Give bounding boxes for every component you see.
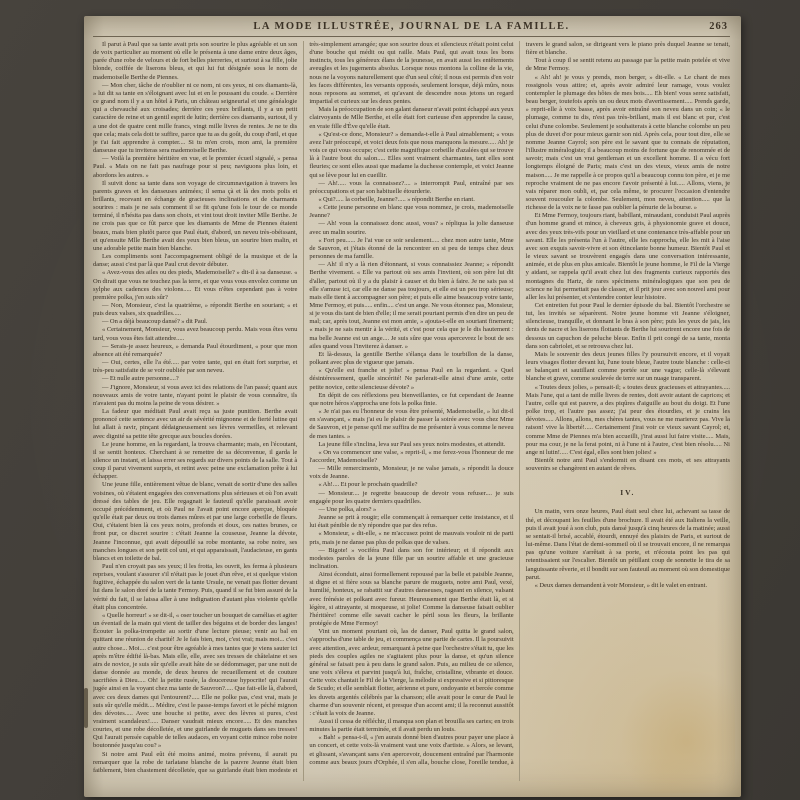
paragraph: Bientôt notre ami Paul s'endormit en disant ces mots, et ses attrayants souvenirs se changèrent en autant de rêves. [525,456,730,473]
paragraph: — Oui, certes, elle l'a été..... par votre tante, qui en était fort surprise, et très-peu satisfaite de se voir oubliée par son neveu. [93,359,298,375]
journal-title: LA MODE ILLUSTRÉE, JOURNAL DE LA FAMILLE. [253,21,570,32]
paragraph: — Mon cher, tâche de n'oublier ni ce nom, ni ces yeux, ni ces diamants-là, » lui dit sa tante en s'éloignant avec lui et en le poussant du coude. « Derrière ce grand nom il y a un hôtel à Paris, un château seigneurial et une généalogie qui a chevauché aux croisades; derrière ces yeux brillants, il y a un petit caractère de reine et un gentil esprit de lutin; derrière ces diamants, surtout, il y a une dot de quatre cent mille francs, vingt mille livres de rentes. Je ne te dis que cela; mais cela doit te suffire, parce que tu as du goût, du coup d'œil, et que je t'ai fait apprendre à compter.... Si tu m'en crois, mon ami, la première danseuse que tu inviteras sera mademoiselle Berthe. [93,81,298,155]
paragraph: Paul n'en croyait pas ses yeux; il les frotta, les ouvrit, les ferma à plusieurs reprises, voulant s'assurer s'il n'était pas le jouet d'un rêve, et si quelque vision fugitive, échappée du salon vert de la tante Ursule, ne venait pas flotter devant lui dans le salon doré de la tante Fermoy. Puis, quand il se fut bien assuré de la vérité du fait, il se laissa aller à une indignation d'autant plus violente qu'elle était plus concentrée. [93,563,298,611]
paragraph: « Fort peu...... Je l'ai vue ce soir seulement..... chez mon autre tante, Mme de Sauvron, et j'étais étonné de la rencontrer en si peu de temps chez deux personnes de ma famille. [309,236,514,261]
paragraph: Cet entretien fut pour Paul le dernier épisode du bal. Bientôt l'orchestre se tut, les invités se séparèrent. Notre jeune homme vit Jeanne s'éloigner, silencieuse, tranquille, et donnant le bras à son père; puis les yeux de jais, les dents de nacre et les liserons flottants de Berthe lui sourirent encore une fois de dessous un capuchon de peluche bleue. Enfin il prit congé de sa tante, monta dans son cabriolet, et se retrouva chez lui. [525,302,730,350]
article-body [93,41,730,781]
chapter-heading: IV. [620,488,636,498]
paragraph: — Bigote! » vociféra Paul dans son for intérieur; et il répondit aux modestes paroles de la jeune fille par un sourire affable et une gracieuse inclination. [309,546,514,570]
paragraph: « Qui?..... la corbeille, Jeanne?..... » répondit Berthe en riant. [318,195,475,203]
paragraph: — Ah! vous la connaissez donc aussi, vous? » répliqua la jolie danseuse avec un malin sourire. [309,220,514,236]
paragraph: Et Mme Fermoy, toujours riant, babillant, minaudant, conduisit Paul auprès d'un homme grand et mince, à cheveux gris, à physionomie grave et douce, avec des yeux très-vifs pour un vieillard et une contenance très-affable pour un savant. Elle les présenta l'un à l'autre, elle les rapprocha, elle les mit à l'aise avec son exquis savoir-vivre et son étincelante bonne humeur. Bientôt Paul et le vieux savant se trouvèrent engagés dans une conversation intéressante, animée, et de plus en plus amicale. Bientôt le jeune homme, le Fil de la Vierge y aidant, se rappela qu'il avait chez lui des fragments curieux rapportés des montagnes du Hartz, de rares spécimens minéralogiques que son peu de science ne lui permettait pas de classer, et il prit jour avec son nouvel ami pour aller les lui présenter, et s'entendre conter leur histoire. [525,212,730,301]
page-number: 263 [709,21,728,32]
paragraph: « On va commencer une valse, » reprit-il, « me ferez-vous l'honneur de me l'accorder, Mademoiselle? [309,448,514,464]
paragraph: Tout à coup il se sentit retenu au passage par la petite main potelée et vive de Mme Fermoy. [525,57,730,73]
paragraph: Le jeune homme, en la regardant, la trouva charmante; mais, en l'écoutant, il se sentit honteux. Cherchant à se remettre de sa déconvenue, il garda le silence un instant, et laissa errer ses regards sur divers points de la salle. Tout à coup il parut vivement surpris, et retint avec peine une exclamation prête à lui échapper. [93,440,298,481]
paragraph: La fadeur que méditait Paul avait reçu sa juste punition. Berthe avait prononcé cette sentence avec un air de sévérité mignonne et de fierté lutine qui lui allait à ravir, pinçant dédaigneusement ses lèvres vermeilles, et relevant avec dignité sa petite tête grecque aux boucles dorées. [93,408,298,440]
paragraph: Il suivit donc sa tante dans son voyage de circumnavigation à travers les parents graves et les danseuses animées; il sema çà et là des mots polis et brillants, recevant en échange de gracieuses inclinations et de charmants sourires : mais je ne sais comment il se fit qu'une fois le tour de ce monde terminé, il n'hésita pas dans son choix, et vint tout droit inviter Mlle Berthe. Je ne crois pas que ce fût parce que les diamants de Mme de Piennes étaient beaux, mais bien plutôt parce que Paul était, d'abord, un neveu très-obéissant, et qu'ensuite Mlle Berthe avait des yeux bien bleus, un sourire bien malin, et une adorable petite main bien blanche. [93,179,298,252]
paragraph: « Ah!.... Et pour le prochain quadrille? [318,481,418,489]
paragraph: En dépit de ces réflexions peu bienveillantes, ce fut cependant de Jeanne que notre héros s'approcha une fois la polka finie. [309,391,514,407]
paragraph: — Voilà la première héritière en vue, et le premier écueil signalé, » pensa Paul. « Mais on ne fait pas naufrage pour si peu; naviguons plus loin, et abordons les autres. » [93,155,298,179]
paragraph: Un matin, vers onze heures, Paul était seul chez lui, achevant sa tasse de thé, et découpant les feuilles d'une brochure. Il avait été aux Italiens la veille, puis il avait joué à son club, puis dansé jusqu'à cinq heures de la matinée; aussi se sentait-il brisé, accablé, étourdi, ennuyé des plaisirs de Paris, et surtout de lui-même. Dans l'état de demi-sommeil où il se trouvait encore, il ne remarqua pas qu'une voiture s'arrêtait à sa porte, et n'écouta point les pas qui retentissaient sur l'escalier. Bientôt un pétillant coup de sonnette le tira de sa languissante rêverie, et il bondit sur son fauteuil au moment où son domestique parut. [525,508,730,581]
paragraph: « Ah! ah! je vous y prends, mon berger, » dit-elle. « Le chant de mes rossignols vous attire; et, après avoir admiré leur ramage, vous voulez contempler le plumage des hôtes de mes bois..... Eh bien! vous serez satisfait, beau berger, toutefois après un ou deux mots d'avertissement..... Prends garde, » reprit-elle à voix basse, après avoir entraîné son neveu dans un coin; « le plumage, comme tu dis, n'est pas très-brillant, mais il est blanc et pur, c'est celui d'une colombe. Seulement je souhaiterais à cette blanche colombe un peu plus de duvet d'or pour mieux garnir son nid. Après cela, pour tout dire, elle se nomme Jeanne Cayrol; son père est le savant que tu connais de réputation, l'illustre minéralogiste; il a beaucoup moins de fortune que de renommée et de savoir; mais c'est un vrai gentleman et un excellent homme. Il a vécu fort longtemps éloigné de Paris; mais c'est un des vieux, vieux amis de notre maison..... Je me rappelle à ce propos qu'il a beaucoup connu ton père, et je me reproche vraiment de ne pas encore t'avoir présenté à lui..... Allons, viens, je vais réparer mon oubli, et, par cela même, te procurer l'occasion d'entendre souvent roucouler la colombe. Seulement, mon neveu, attention..... que la richesse de la voix ne te fasse pas oublier la pénurie de la bourse. » [525,73,730,212]
paragraph: — Et nulle autre personne....? [102,375,179,383]
paragraph: « Bah! » pensa-t-il, « j'en aurais donné bien d'autres pour payer une place à un concert, et cette voix-là vraiment vaut une voix d'artiste. » Alors, se levant, et glissant, s'avançant sans s'en apercevoir, doucement entraîné par l'harmonie comme aux beaux jours d'Orphée, il s'en alla, bouche close, l'oreille tendue, à travers le grand salon, se dirigeant vers le piano près duquel Jeanne se tenait, fière et blanche. [309,41,730,766]
paragraph: La jeune fille s'inclina, leva sur Paul ses yeux noirs modestes, et attendit. [318,440,506,448]
paragraph: « Qu'elle est franche et jolie! » pensa Paul en la regardant. « Quel désintéressement, quelle sincérité! Ne parlerait-elle ainsi d'une amie, cette petite novice, cette silencieuse dévote? » [309,367,514,391]
edge-mark [84,688,88,728]
paragraph: « Qu'est-ce donc, Monsieur? » demanda-t-elle à Paul aimablement; « vous avez l'air préoccupé, et voici deux fois que nous manquons la mesure..... Ah! je vois ce qui vous occupe; c'est cette magnifique corbeille d'azalées qui se trouve là à l'autre bout du salon..... Elles sont vraiment charmantes, tant elles sont fleuries; ce sont elles aussi que madame la duchesse contemple, et voici Jeanne qui se lève pour lui en cueillir. [309,130,514,179]
paragraph: — Ah! il n'y a là rien d'étonnant, si vous connaissiez Jeanne; » répondit Berthe vivement. « Elle va partout où ses amis l'invitent, où son père lui dit d'aller, partout où il y a du plaisir à causer et du bien à faire. Je ne sais pas si elle s'amuse ici, car elle ne danse pas toujours, et elle est un peu trop sérieuse; mais elle tient à accompagner son père; et puis elle aime beaucoup votre tante, Mme Fermoy, et puis..... enfin.... c'est un ange. Ne vous étonnez pas, Monsieur, si je vous dis tant de bien d'elle; il me serait pourtant permis d'en dire un peu de mal; car, après tout, Jeanne est mon amie, » ajouta-t-elle en souriant finement; « mais je ne sais mentir à la vérité, et c'est pour cela que je le dis hautement : ma belle Jeanne est un ange.... Je suis sûre que vous apercevrez le bout de ses ailes quand vous l'inviterez à danser. » [309,261,514,350]
paragraph: « Monsieur, » dit-elle, « ne m'accusez point de mauvais vouloir ni de parti pris, mais je ne danse pas plus de polkas que de valses. [309,530,514,546]
paragraph: « Cette jeune personne en blanc que vous nommez, je crois, mademoiselle Jeanne? [309,204,514,220]
page-header [93,21,730,35]
paragraph: — Non, Monsieur, c'est la quatrième, » répondit Berthe en souriant; « et puis deux valses, six quadrilles..... [93,302,298,318]
paragraph: — Serais-je assez heureux, » demanda Paul étourdiment, « pour que mon absence ait été remarquée? [93,342,298,358]
paragraph: Et là-dessus, la gentille Berthe s'élança dans le tourbillon de la danse, polkant avec plus de vigueur que jamais. [309,350,514,367]
paragraph: — J'ignore, Monsieur, si vous avez ici des relations de l'an passé; quant aux nouveaux amis de votre tante, n'ayant point le plaisir de vous connaître, ils n'avaient pas du moins la peine de vous désirer. » [93,383,298,407]
journal-page [84,16,741,797]
paragraph: Il parut à Paul que sa tante avait pris son sourire le plus agréable et un son de voix particulier au moment où elle le présenta à une dame entre deux âges, parée d'une robe de velours et de fort belles pierreries, et surtout à sa fille, jolie blonde, coiffée de liserons bleus, et qui lui fut désignée sous le nom de mademoiselle Berthe de Piennes. [93,41,298,81]
paragraph: « Je n'ai pas eu l'honneur de vous être présenté, Mademoiselle, » lui dit-il en s'avançant, « mais j'ai eu le plaisir de passer la soirée avec vous chez Mme de Sauvron, et je pense qu'il me suffira de me présenter à vous comme le neveu de mes tantes. » [309,408,514,440]
paragraph: « Deux dames demandent à voir Monsieur, » dit le valet en entrant. [534,581,708,589]
paragraph: Mais le souvenir des deux jeunes filles l'y poursuivit encore, et il voyait leurs visages flotter devant lui, l'une toute bleue, l'autre toute blanche : celle-ci se balançant et sautillant comme portée sur une vague; celle-là s'élevant blanche et grave, comme soulevée de terre sur un nuage transparent. [525,350,730,383]
paragraph: — Mille remerciments, Monsieur, je ne valse jamais, » répondit la douce voix de Jeanne. [309,465,514,481]
paragraph: — On a déjà beaucoup dansé? » dit Paul. [102,318,208,326]
paragraph: « Quelle horreur! » se dit-il, « oser toucher un bouquet de camélias et agiter un éventail de la main qui vient de tailler des béguins et de border des langes! Écouter la polka-trompette au sortir d'une lecture pieuse; venir au bal en quittant une réunion de charité! Je le fais bien, moi, c'est vrai; mais moi... c'est autre chose... Moi.... c'est pour être agréable à mes tantes que je viens sauter ici après m'être édifié là-bas. Mais elle, elle, avec ses tresses de châtelaine et ses airs de novice, je suis sûr qu'elle avait hâte de se dédommager, par une nuit de danse donnée au monde, de deux heures de recueillement et de couture sacrifiées à Dieu..... Oh! la petite rusée, la doucereuse hypocrite! qui l'aurait jugée ainsi en la voyant chez ma tante de Sauvron?..... Que fait-elle là, d'abord, avec ces deux dames qui l'entourent?..... Elle ne polke pas, c'est vrai, mais je suis sûr qu'elle médit.... Médire, c'est le passe-temps favori et le péché mignon des dévotes..... Avec une bouche si petite, avec des lèvres si pures, c'est vraiment scandaleux!..... Danser vaudrait mieux encore..... Et des manches courtes, et une robe décolletée, et une guirlande de muguets dans ses tresses! Qui l'aurait pensée capable de telles audaces, en voyant cette mince robe noire boutonnée jusqu'au cou? » [93,611,298,750]
paragraph: Ainsi éconduit, ainsi formellement repoussé par la belle et paisible Jeanne, si digne et si fière sous sa blanche parure de muguets, notre ami Paul, vexé, humilié, honteux, se rabattit sur d'autres danseuses, rageant en silence, valsant avec frénésie et polkant avec fureur. Heureusement que Berthe était là, et si légère, si attrayante, si moqueuse, si jolie! Comme la danseuse faisait oublier l'héritière! comme elle savait cacher le péril sous les fleurs, la brillante protégée de Mme Fermoy! [309,571,514,628]
paragraph: « Toutes deux jolies, » pensait-il; « toutes deux gracieuses et attrayantes..... Mais l'une, qui a tant de mille livres de rentes, doit avoir autant de caprices; et l'autre, celle qui est pauvre, a des piqûres d'aiguille au bout du doigt. Et l'une polke trop, et l'autre pas assez; j'ai peur des étourdies, et je crains les dévotes..... Allons, allons, mes chères tantes, vous ne me marierez pas. Vive la raison! vive la liberté!..... Certainement j'irai voir ce vieux savant Cayrol; et, comme Mme de Piennes m'a bien accueilli, j'irai aussi lui faire visite..... Mais, pour ma cour, je ne la ferai point, ni à l'une ni à l'autre, c'est bien résolu..... Ni ange ni lutin!..... C'est égal, elles sont bien jolies! » [525,383,730,456]
paragraph: Une jeune fille, entièrement vêtue de blanc, venait de sortir d'une des salles voisines, où s'étaient engagées des conversations plus sérieuses et où l'on avait dressé des tables de jeu. Elle regagnait le fauteuil qu'elle paraissait avoir occupé précédemment, et où Paul ne l'avait point encore aperçue, bloquée qu'elle était par deux ou trois dames mûres et par une large corbeille de fleurs. Oui, c'étaient bien là ces yeux noirs, profonds et doux, ces nattes brunes, ce front pur, ce discret sourire : c'était Jeanne la couseuse, Jeanne la dévote, Jeanne l'inconnue, qui avait dépouillé sa robe montante, sa robe noire, ses manches longues et son petit col uni, et qui apparaissait, l'audacieuse, en gants blancs et en toilette de bal. [93,481,298,562]
paragraph: « Avez-vous des ailes ou des pieds, Mademoiselle? » dit-il à sa danseuse. « On dirait que vous ne touchez pas la terre, et que vous vous envolez comme un sylphe aux cadences des violons..... Et vous n'êtes cependant pas à votre première polka, j'en suis sûr? [93,269,298,301]
paragraph: Si notre ami Paul eût été moins animé, moins prévenu, il aurait pu remarquer que la robe de tarlatane blanche de la pauvre Jeanne était bien faiblement, bien chastement décolletée, que sa guirlande était bien modeste et très-simplement arrangée; que son sourire doux et silencieux n'était point celui d'une bouche qui médit ou qui raille. Mais Paul, qui avait tous les bons instincts, tous les généreux élans de la jeunesse, en avait aussi les entêtements aveugles et les jugements absolus. Lorsque nous montons la colline de la vie, nous ne la voyons naturellement que d'un seul côté; il nous est permis d'en voir les faces différentes, les versants opposés, seulement lorsque, déjà mûrs, nous nous reposons au sommet, et qu'avant de descendre nous jetons un regard impartial et curieux sur les deux pentes. [93,41,514,774]
paragraph: Vint un moment pourtant où, las de danser, Paul quitta le grand salon, s'approcha d'une table de jeu, et commença une partie de cartes. Il la poursuivit avec attention, avec ardeur, remarquant à peine que l'orchestre s'était tu, que les pieds des couples agiles ne s'agitaient plus pour la danse, et qu'un silence général se faisait peu à peu dans le grand salon. Puis, au milieu de ce silence, une voix s'éleva et parvint jusqu'à lui, fraîche, cristalline, vibrante et douce. Cette voix chantait le Fil de la Vierge, la mélodie si expressive et si pittoresque de Scudo; et elle semblait flotter, aérienne et pure, ondoyante et bercée comme les duvets argentés célébrés par la chanson; elle avait pour le cœur de Paul le charme d'un souvenir récent, et presque d'un accent ami; il la reconnut aussitôt : c'était la voix de Jeanne. [309,628,514,717]
paragraph: — Ah!..... vous la connaissez?.... » interrompit Paul, entraîné par ses préoccupations et par son habituelle étourderie. [309,179,514,195]
paragraph: — Monsieur.... je regrette beaucoup de devoir vous refuser.... je suis engagée pour les quatre derniers quadrilles. [309,489,514,505]
paragraph: Jeanne se prit à rougir; elle commençait à remarquer cette insistance, et il lui était pénible de n'y répondre que par des refus. [309,514,514,530]
paragraph: Aussi il cessa de réfléchir, il manqua son plan et brouilla ses cartes; en trois minutes la partie était terminée, et il avait perdu un louis. [309,717,514,734]
paragraph: « Certainement, Monsieur, vous avez beaucoup perdu. Mais vous êtes venu tard, vous vous êtes fait attendre..... [93,326,298,342]
paragraph: Les compliments sont l'accompagnement obligé de la musique et de la danse; aussi c'est par là que Paul crut devoir débuter. [93,253,298,269]
paragraph: — Une polka, alors? » [318,505,377,513]
header-rule [93,36,730,37]
paragraph: Mais la préoccupation de son galant danseur n'avait point échappé aux yeux clairvoyants de Mlle Berthe, et elle était fort curieuse d'en apprendre la cause, en vraie fille d'Ève qu'elle était. [309,106,514,130]
